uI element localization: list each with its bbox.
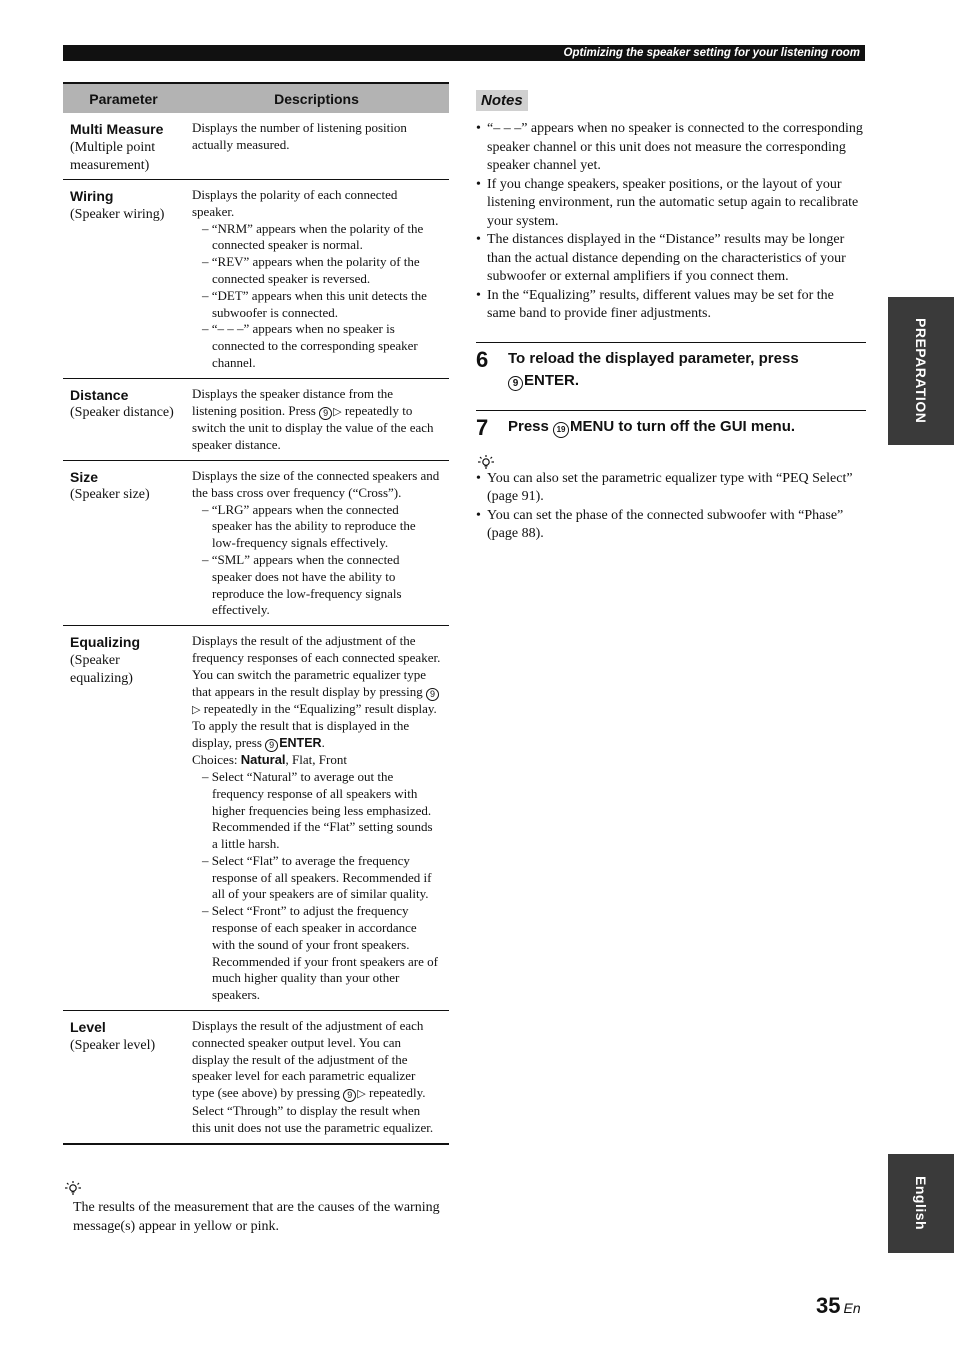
running-header: Optimizing the speaker setting for your listening room <box>63 45 865 61</box>
parameter-description <box>185 386 449 454</box>
description-text: Displays the speaker distance from the listening position. Press <box>192 385 394 418</box>
table-row <box>63 379 449 461</box>
right-arrow-icon: ▷ <box>192 703 201 716</box>
parameter-name <box>63 187 185 372</box>
table-row <box>63 1011 449 1145</box>
tab-english[interactable] <box>888 1154 954 1253</box>
step-text: To reload the displayed parameter, press 9 ENTER. <box>508 349 799 389</box>
parameter-table <box>63 82 449 1145</box>
parameter-name <box>63 1018 185 1137</box>
column-header-descriptions: Descriptions <box>274 90 359 107</box>
choices-rest: , Flat, Front <box>285 752 347 768</box>
table-row <box>63 113 449 180</box>
parameter-description <box>185 120 449 173</box>
parameter-description <box>185 1018 449 1137</box>
parameter-subtitle: (Speaker distance) <box>70 405 174 421</box>
step-6 <box>476 342 866 392</box>
description-text: repeatedly. Select “Through” to display the result when this unit does not use the parametric equalizer. <box>192 1085 434 1135</box>
key-9-icon: 9 <box>426 688 439 701</box>
tip-item: • You can also set the parametric equalizer type with “PEQ Select” (page 91). <box>476 470 866 507</box>
description-text: Displays the polarity of each connected speaker. <box>192 187 398 219</box>
parameter-subtitle: (Speaker wiring) <box>70 206 165 222</box>
description-text: Displays the size of the connected speakers and the bass cross over frequency (“Cross”). <box>192 467 440 500</box>
lightbulb-tip-icon <box>63 1180 83 1196</box>
parameter-title: Multi Measure <box>70 121 164 137</box>
description-text: repeatedly in the “Equalizing” result display. To apply the result that is displayed in the display, press <box>192 700 437 751</box>
table-header <box>63 82 449 113</box>
parameter-name <box>63 386 185 454</box>
tab-preparation[interactable] <box>888 297 954 445</box>
step-instruction: Press <box>508 417 549 435</box>
parameter-description: Displays the result of the adjustment of the frequency responses of each connected speaker. You can switch the parametric equalizer type that appears in the result display by pressing 9▷ repeatedly in the “Equalizing” result display. To apply the result that is displayed in the display, press 9 ENTER. Choices: Natural, Flat, Front – Select “Natural” to average out the frequency response of all speakers with higher frequencies being less emphasized. Recommended if the “Flat” setting sounds a little harsh. – Select “Flat” to average the frequency response of all speakers. Recommended if all of your speakers are of similar quality. – Select “Front” to adjust the frequency response of each speaker in accordance with the sound of your front speakers. Recommended if your front speakers are of much higher quality than your other speakers. <box>192 633 441 1003</box>
table-row <box>63 180 449 379</box>
menu-key-label: MENU <box>570 417 615 435</box>
page-language: En <box>843 1300 861 1316</box>
step-7 <box>476 410 866 440</box>
lightbulb-tip-icon <box>476 454 496 470</box>
note-item: • In the “Equalizing” results, different values may be set for the same band to provide finer adjustments. <box>476 287 866 324</box>
step-number: 7 <box>476 414 489 440</box>
parameter-description <box>185 468 449 619</box>
parameter-title: Level <box>70 1019 106 1036</box>
page-number <box>816 1293 861 1319</box>
description-dash-item: – “DET” appears when this unit detects the subwoofer is connected. <box>202 287 427 320</box>
tab-label: English <box>913 1176 929 1231</box>
right-arrow-icon: ▷ <box>333 405 342 418</box>
tip-list <box>476 470 866 544</box>
parameter-name <box>63 633 185 1004</box>
note-item: • “– – –” appears when no speaker is connected to the corresponding speaker channel or this unit does not measure the corresponding speaker channel yet. <box>476 120 866 176</box>
tab-label: PREPARATION <box>913 318 929 424</box>
description-text: Displays the number of listening position actually measured. <box>192 120 407 152</box>
step-instruction-end: to turn off the GUI menu. <box>618 417 796 435</box>
table-row <box>63 626 449 1011</box>
right-arrow-icon: ▷ <box>357 1088 366 1101</box>
key-9-icon: 9 <box>265 739 278 752</box>
note-item: • The distances displayed in the “Distance” results may be longer than the actual distance depending on the characteristics of your subwoofer or external amplifiers if you connect them. <box>476 231 866 287</box>
key-19-icon: 19 <box>553 422 569 438</box>
step-number: 6 <box>476 346 489 372</box>
parameter-title: Equalizing <box>70 634 140 651</box>
parameter-subtitle: (Speaker level) <box>70 1037 156 1053</box>
choices-label: Choices: <box>192 752 238 768</box>
parameter-title: Wiring <box>70 188 114 204</box>
description-dash-item: – “– – –” appears when no speaker is connected to the corresponding speaker channel. <box>202 321 418 370</box>
step-instruction: To reload the displayed parameter, press <box>508 349 799 367</box>
parameter-name <box>63 120 185 173</box>
description-dash-item: – “SML” appears when the connected speaker does not have the ability to reproduce the low-frequency signals effectively. <box>202 551 402 618</box>
parameter-title: Size <box>70 468 99 485</box>
description-text: repeatedly to switch the unit to display the value of the each speaker distance. <box>192 402 434 453</box>
description-dash-item: – “REV” appears when the polarity of the connected speaker is reversed. <box>202 254 420 286</box>
right-column <box>476 90 866 544</box>
parameter-subtitle: (Speaker equalizing) <box>70 652 133 687</box>
enter-key-label: ENTER <box>279 736 322 751</box>
description-dash-item: – Select “Flat” to average the frequency response of all speakers. Recommended if all of your speakers are of similar quality. <box>202 852 432 902</box>
parameter-description <box>185 187 449 372</box>
parameter-title: Distance <box>70 386 129 403</box>
description-dash-item: – “LRG” appears when the connected speaker has the ability to reproduce the low-frequency signals effectively. <box>202 501 416 551</box>
parameter-name <box>63 468 185 619</box>
description-text: Displays the result of the adjustment of the frequency responses of each connected speaker. You can switch the parametric equalizer type that appears in the result display by pressing <box>192 633 441 699</box>
enter-key-label: ENTER <box>524 371 575 389</box>
notes-heading: Notes <box>476 90 528 111</box>
description-dash-item: – Select “Natural” to average out the frequency response of all speakers with higher frequencies being less emphasized. Recommended if the “Flat” setting sounds a little harsh. <box>202 768 433 852</box>
tip-text: The results of the measurement that are the causes of the warning message(s) appear in yellow or pink. <box>73 1200 440 1234</box>
key-9-icon: 9 <box>343 1089 356 1102</box>
notes-list <box>476 120 866 324</box>
choices-line <box>192 752 441 769</box>
key-9-icon: 9 <box>508 376 523 391</box>
tip-block-left <box>63 1180 449 1236</box>
note-item: • If you change speakers, speaker positions, or the layout of your listening environment, run the automatic setup again to recalibrate your system. <box>476 176 866 232</box>
choices-default: Natural <box>240 752 286 768</box>
key-9-icon: 9 <box>319 407 332 420</box>
page-number-value: 35 <box>816 1293 841 1318</box>
description-dash-item: – “NRM” appears when the polarity of the connected speaker is normal. <box>202 220 424 253</box>
tip-item: • You can set the phase of the connected subwoofer with “Phase” (page 88). <box>476 507 866 544</box>
step-text <box>508 416 795 440</box>
description-dash-item: – Select “Front” to adjust the frequency response of each speaker in accordance with the sound of your front speakers. Recommended if your front speakers are of much higher quality than your other speakers. <box>202 903 438 1003</box>
column-header-parameter: Parameter <box>89 90 158 107</box>
parameter-subtitle: (Multiple point measurement) <box>70 139 156 173</box>
description-text: Displays the result of the adjustment of each connected speaker output level. You can display the result of the adjustment of the speaker level for each parametric equalizer type (see above) by pressing <box>192 1018 424 1101</box>
parameter-subtitle: (Speaker size) <box>70 487 150 503</box>
table-row <box>63 461 449 626</box>
